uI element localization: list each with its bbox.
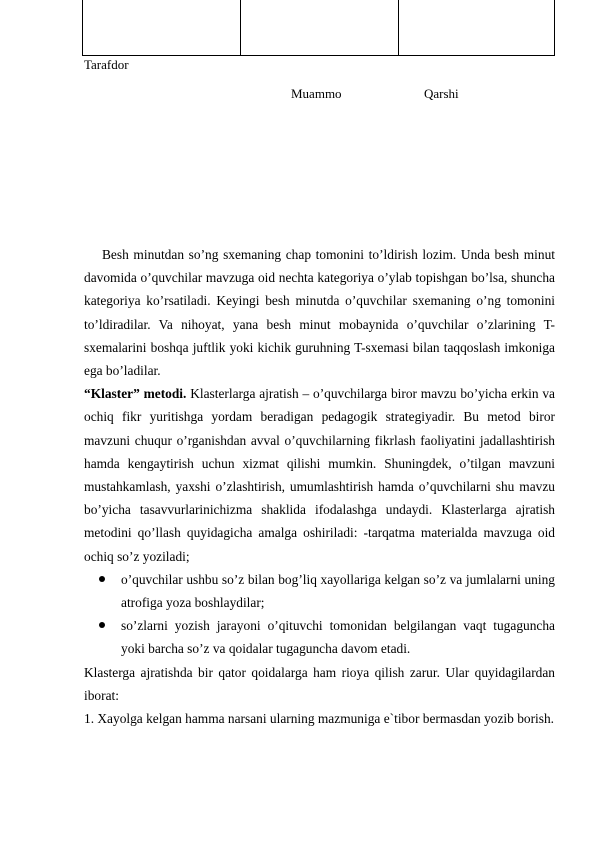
paragraph-klaster: [84, 382, 555, 568]
document-body: [84, 243, 555, 730]
paragraph-rule-1: 1. Xayolga kelgan hamma narsani ularning mazmuniga e`tibor bermasdan yozib borish.: [84, 711, 555, 727]
paragraph-rules: Klasterga ajratishda bir qator qoidalarga ham rioya qilish zarur. Ular quyidagilardan iborat:: [84, 664, 555, 703]
label-muammo: Muammo: [291, 86, 342, 101]
diagram-table: [82, 0, 555, 56]
bullet-icon: [99, 622, 105, 628]
list-item-text: o’quvchilar ushbu so’z bilan bog’liq xayollariga kelgan so’z va jumlalarni uning atrofiga yoza boshlaydilar;: [121, 571, 555, 611]
list-item: [121, 614, 555, 660]
bullet-icon: [99, 576, 105, 582]
table-cell-left: [83, 0, 241, 55]
list-item-text: so’zlarni yozish jarayoni o’qituvchi tomonidan belgilangan vaqt tugaguncha yoki barcha so’z va qoidalar tugaguncha davom etadi.: [121, 618, 555, 657]
klaster-heading: “Klaster” metodi.: [84, 386, 187, 402]
bullet-list: [84, 568, 555, 661]
list-item: [121, 568, 555, 614]
paragraph-intro: Besh minutdan so’ng sxemaning chap tomonini to’ldirish lozim. Unda besh minut davomida o’quvchilar mavzuga oid nechta kategoriya o’ylab topishgan bo’lsa, shuncha kategoriya ko’rsatiladi. Keyingi besh minutda o’quvchilar sxemaning o’ng tomonini to’ldiradilar. Va nihoyat, yana besh minut mobaynida o’quvchilar o’zlarining T- sxemalarini boshqa juftlik yoki kichik guruhning T-sxemasi bilan taqqoslash imkoniga ega bo’ladilar.: [84, 247, 555, 379]
table-cell-middle: [241, 0, 399, 55]
label-tarafdor: Tarafdor: [84, 57, 129, 72]
klaster-text: Klasterlarga ajratish – o’quvchilarga biror mavzu bo’yicha erkin va ochiq fikr yuritishga yordam beradigan pedagogik strategiyadir. Bu metod biror mavzuni chuqur o’rganishdan avval o’quvchilarning fikrlash faoliyatini jadallashtirish hamda kengaytirish uchun xizmat qilishi mumkin. Shuningdek, o’tilgan mavzuni mustahkamlash, yaxshi o’zlashtirish, umumlashtirish hamda o’quvchilarni shu mavzu bo’yicha tasavvurlarinichizma shaklida ifodalashga undaydi. Klasterlarga ajratish metodini qo’llash quyidagicha amalga oshiriladi: -tarqatma materialda mavzuga oid ochiq so’z yoziladi;: [84, 386, 555, 564]
label-qarshi: Qarshi: [424, 86, 459, 101]
